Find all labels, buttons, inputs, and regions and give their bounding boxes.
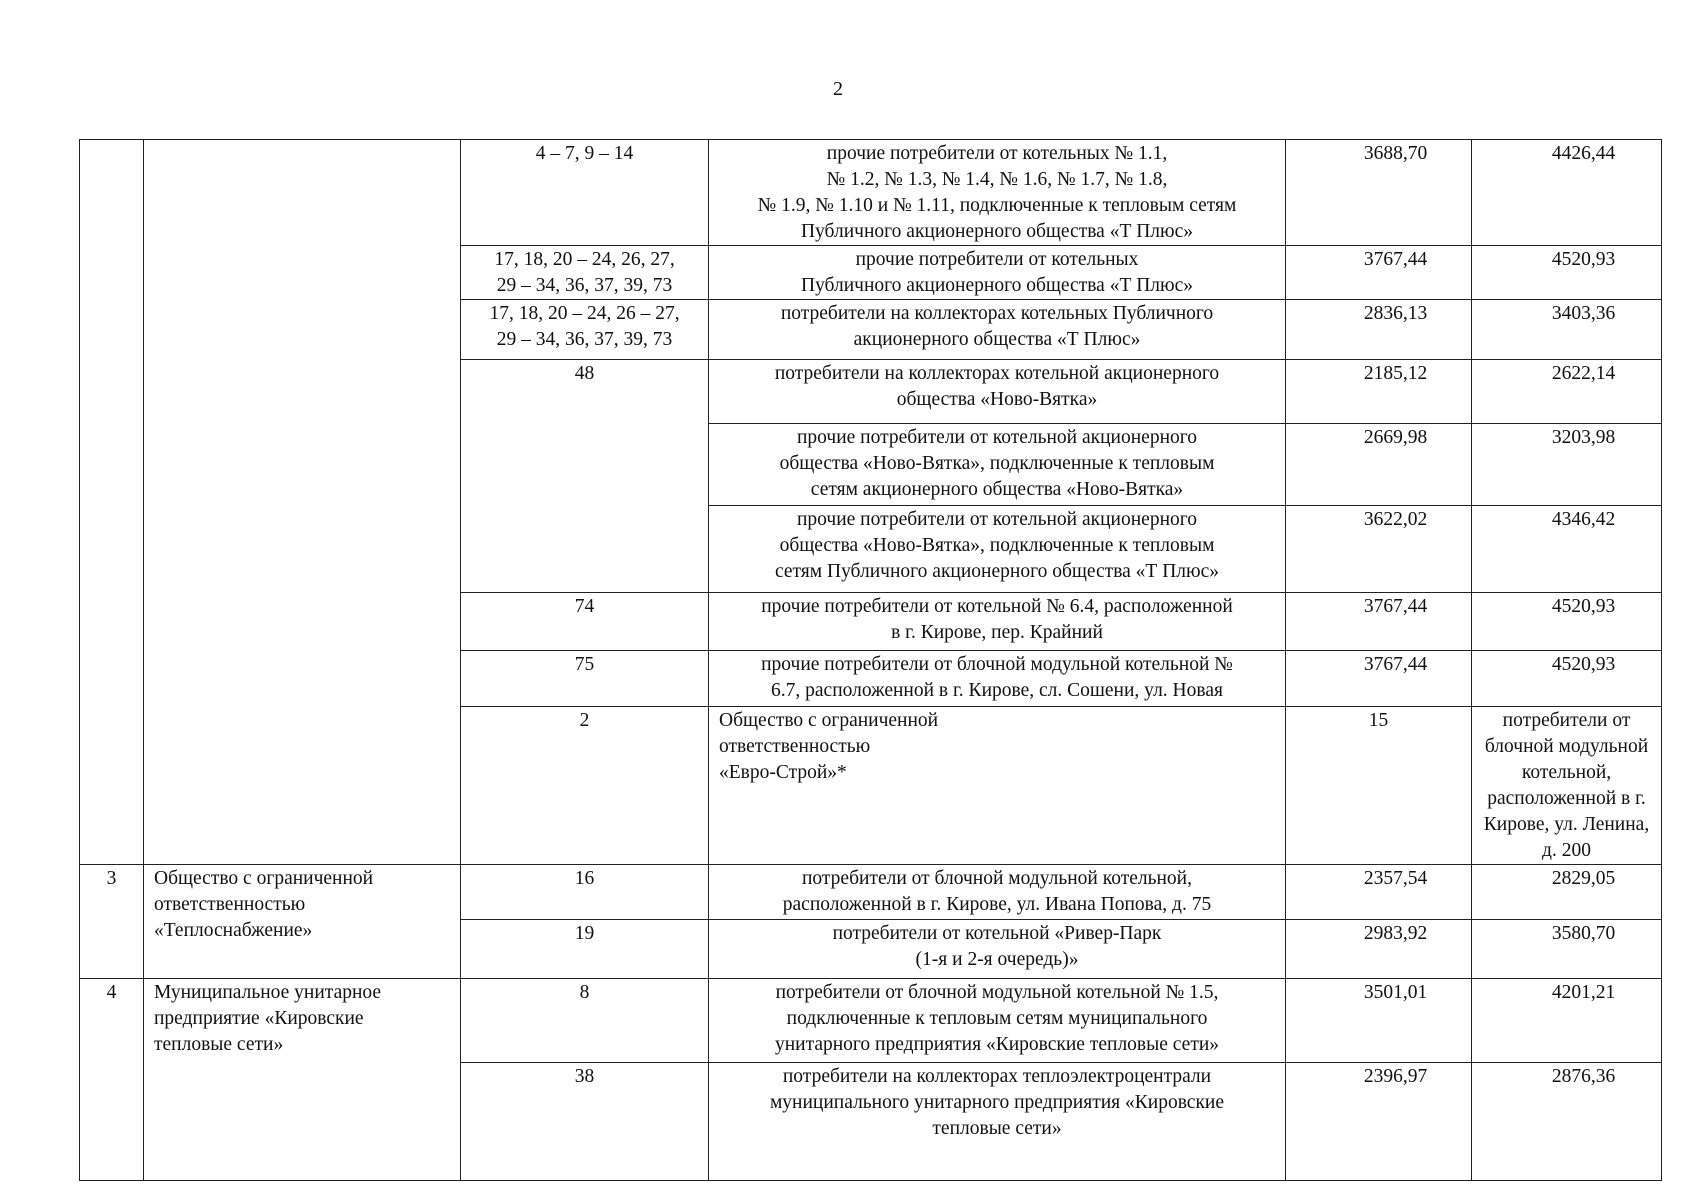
row-number: 4	[80, 979, 144, 1181]
boiler-codes: 74	[461, 593, 709, 651]
boiler-codes: 17, 18, 20 – 24, 26 – 27, 29 – 34, 36, 37, 39, 73	[461, 300, 709, 360]
tariff-value-1: 3501,01	[1286, 979, 1472, 1063]
consumer-description: потребители на коллекторах котельных Публичного акционерного общества «Т Плюс»	[709, 300, 1286, 360]
consumer-description: потребители от котельной «Ривер-Парк (1-я и 2-я очередь)»	[709, 920, 1286, 979]
tariff-value-2: 4520,93	[1472, 593, 1662, 651]
consumer-description: прочие потребители от котельных Публичного акционерного общества «Т Плюс»	[709, 246, 1286, 300]
consumer-description: потребители от блочной модульной котельной, расположенной в г. Кирове, ул. Ивана Попова, д. 75	[709, 865, 1286, 920]
organization-name: Общество с ограниченной ответственностью «Евро-Строй»*	[709, 707, 1286, 865]
page-number: 2	[833, 78, 843, 100]
tariff-value-1: 3622,02	[1286, 506, 1472, 593]
consumer-description: прочие потребители от котельной акционерного общества «Ново-Вятка», подключенные к тепловым сетям Публичного акционерного общества «Т Плюс»	[709, 506, 1286, 593]
consumer-description: прочие потребители от блочной модульной котельной № 6.7, расположенной в г. Кирове, сл. Сошени, ул. Новая	[709, 651, 1286, 707]
tariff-value-2: 4520,93	[1472, 651, 1662, 707]
tariff-value-1: 2357,54	[1286, 865, 1472, 920]
organization-name: Муниципальное унитарное предприятие «Кировские тепловые сети»	[144, 979, 461, 1181]
table-row	[80, 140, 1662, 246]
consumer-description: потребители от блочной модульной котельной № 1.5, подключенные к тепловым сетям муниципального унитарного предприятия «Кировские тепловые сети»	[709, 979, 1286, 1063]
consumer-description: прочие потребители от котельной № 6.4, расположенной в г. Кирове, пер. Крайний	[709, 593, 1286, 651]
tariff-value-1: 2185,12	[1286, 360, 1472, 424]
boiler-codes: 15	[1286, 707, 1472, 865]
tariff-value-2: 4346,42	[1472, 506, 1662, 593]
tariff-value-2: 2876,36	[1472, 1063, 1662, 1181]
tariff-value-1: 3767,44	[1286, 593, 1472, 651]
tariff-value-1: 2836,13	[1286, 300, 1472, 360]
table-row	[80, 865, 1662, 920]
tariff-value-2: 3203,98	[1472, 424, 1662, 506]
tariff-table	[79, 139, 1662, 1181]
boiler-codes: 4 – 7, 9 – 14	[461, 140, 709, 246]
consumer-description: потребители от блочной модульной котельной, расположенной в г. Кирове, ул. Ленина, д. 200	[1472, 707, 1662, 865]
organization-name: Общество с ограниченной ответственностью «Теплоснабжение»	[144, 865, 461, 979]
tariff-value-1: 2396,97	[1286, 1063, 1472, 1181]
consumer-description: потребители на коллекторах котельной акционерного общества «Ново-Вятка»	[709, 360, 1286, 424]
table-row	[80, 979, 1662, 1063]
boiler-codes: 16	[461, 865, 709, 920]
boiler-codes: 17, 18, 20 – 24, 26, 27, 29 – 34, 36, 37, 39, 73	[461, 246, 709, 300]
consumer-description: прочие потребители от котельных № 1.1, № 1.2, № 1.3, № 1.4, № 1.6, № 1.7, № 1.8, № 1.9, № 1.10 и № 1.11, подключенные к тепловым сетям Публичного акционерного общества «Т Плюс»	[709, 140, 1286, 246]
tariff-value-1: 3688,70	[1286, 140, 1472, 246]
boiler-codes: 19	[461, 920, 709, 979]
boiler-codes: 75	[461, 651, 709, 707]
tariff-value-2: 3403,36	[1472, 300, 1662, 360]
tariff-value-2: 4426,44	[1472, 140, 1662, 246]
tariff-value-1: 3767,44	[1286, 246, 1472, 300]
boiler-codes: 8	[461, 979, 709, 1063]
tariff-value-2: 4201,21	[1472, 979, 1662, 1063]
consumer-description: прочие потребители от котельной акционерного общества «Ново-Вятка», подключенные к тепловым сетям акционерного общества «Ново-Вятка»	[709, 424, 1286, 506]
tariff-value-2: 2829,05	[1472, 865, 1662, 920]
tariff-value-1: 3767,44	[1286, 651, 1472, 707]
consumer-description: потребители на коллекторах теплоэлектроцентрали муниципального унитарного предприятия «Кировские тепловые сети»	[709, 1063, 1286, 1181]
tariff-value-1: 2669,98	[1286, 424, 1472, 506]
tariff-value-2: 2622,14	[1472, 360, 1662, 424]
tariff-value-2: 3580,70	[1472, 920, 1662, 979]
row-number: 3	[80, 865, 144, 979]
boiler-codes: 48	[461, 360, 709, 593]
row-number	[80, 140, 144, 865]
row-number: 2	[461, 707, 709, 865]
tariff-value-1: 2983,92	[1286, 920, 1472, 979]
tariff-value-2: 4520,93	[1472, 246, 1662, 300]
boiler-codes: 38	[461, 1063, 709, 1181]
organization-name	[144, 140, 461, 865]
